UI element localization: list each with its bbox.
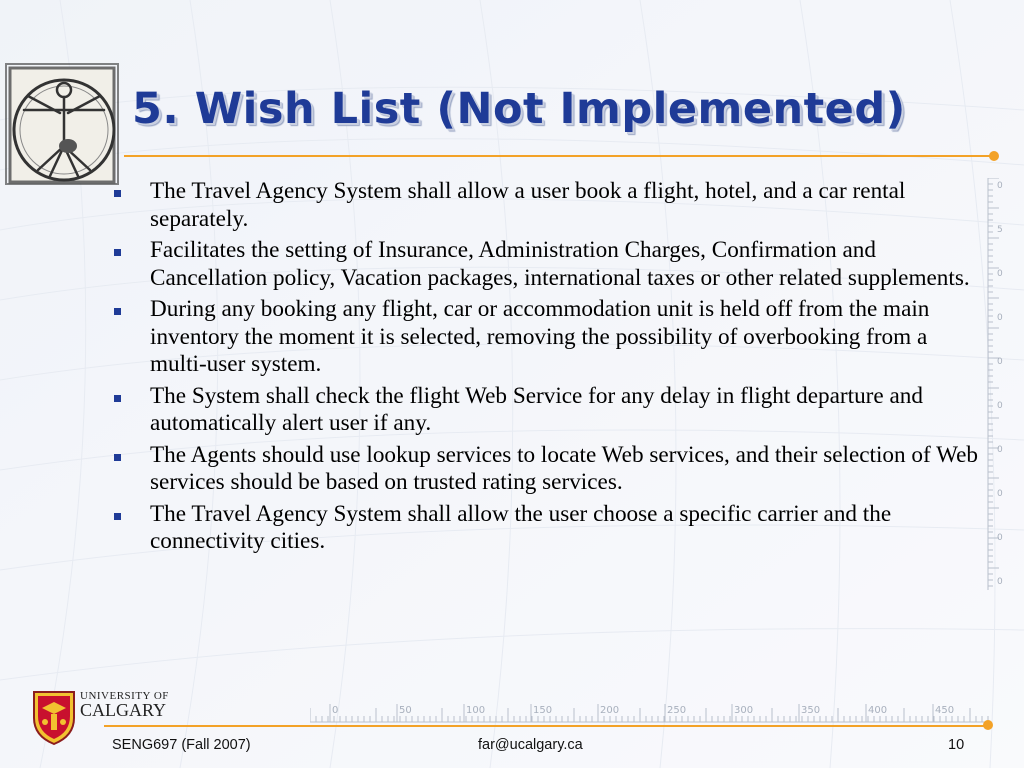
title-underline-dot xyxy=(989,151,999,161)
bullet-square-icon xyxy=(114,308,121,315)
bullet-item xyxy=(112,296,982,379)
ruler-tick-label: 150 xyxy=(533,705,553,716)
vitruvian-man-logo xyxy=(4,58,136,188)
title-underline xyxy=(124,155,991,157)
footer-rule-dot xyxy=(983,720,993,730)
ruler-tick-label: 250 xyxy=(667,705,687,716)
bullet-square-icon xyxy=(114,454,121,461)
university-name-line2: CALGARY xyxy=(80,700,167,720)
bullet-square-icon xyxy=(114,395,121,402)
horizontal-ruler-decoration xyxy=(310,700,990,726)
ruler-tick-label: 0 xyxy=(997,181,1003,191)
bullet-item xyxy=(112,383,982,438)
slide-title: 5. Wish List (Not Implemented) xyxy=(132,84,906,134)
bullet-item xyxy=(112,237,982,292)
vertical-ruler-decoration xyxy=(985,178,1007,590)
bullet-item xyxy=(112,178,982,233)
bullet-text: During any booking any flight, car or accommodation unit is held off from the main inventory the moment it is selected, removing the possibility of overbooking from a multi-user system. xyxy=(150,296,930,377)
bullet-square-icon xyxy=(114,249,121,256)
ruler-tick-label: 0 xyxy=(997,357,1003,367)
bullet-list xyxy=(112,178,982,560)
university-name-line1: UNIVERSITY OF xyxy=(80,690,169,702)
ruler-tick-label: 450 xyxy=(935,705,955,716)
ruler-tick-label: 0 xyxy=(997,489,1003,499)
ruler-tick-label: 200 xyxy=(600,705,620,716)
ruler-tick-label: 0 xyxy=(997,533,1003,543)
bullet-text: The Travel Agency System shall allow the user choose a specific carrier and the connectivity cities. xyxy=(150,500,892,554)
crest-icon xyxy=(30,688,78,746)
bullet-text: The System shall check the flight Web Service for any delay in flight departure and automatically alert user if any. xyxy=(150,382,923,436)
ruler-tick-label: 0 xyxy=(997,313,1003,323)
bullet-square-icon xyxy=(114,190,121,197)
ruler-tick-label: 100 xyxy=(466,705,486,716)
footer-page-number: 10 xyxy=(948,737,965,753)
ruler-tick-label: 400 xyxy=(868,705,888,716)
ruler-tick-label: 0 xyxy=(997,577,1003,587)
ruler-tick-label: 0 xyxy=(332,705,339,716)
ruler-tick-label: 300 xyxy=(734,705,754,716)
bullet-square-icon xyxy=(114,513,121,520)
ruler-tick-label: 350 xyxy=(801,705,821,716)
ruler-tick-label: 0 xyxy=(997,445,1003,455)
footer-rule xyxy=(104,725,984,727)
ruler-tick-label: 0 xyxy=(997,269,1003,279)
bullet-item xyxy=(112,501,982,556)
bullet-item xyxy=(112,442,982,497)
bullet-text: The Agents should use lookup services to locate Web services, and their selection of Web services should be based on trusted rating services. xyxy=(150,441,979,495)
bullet-text: Facilitates the setting of Insurance, Administration Charges, Confirmation and Cancellation policy, Vacation packages, international taxes or other related supplements. xyxy=(150,237,970,291)
ruler-tick-label: 5 xyxy=(997,225,1003,235)
bullet-text: The Travel Agency System shall allow a user book a flight, hotel, and a car rental separately. xyxy=(150,178,906,232)
ruler-tick-label: 50 xyxy=(399,705,412,716)
footer-course: SENG697 (Fall 2007) xyxy=(112,737,251,753)
footer-email: far@ucalgary.ca xyxy=(478,737,583,753)
ruler-tick-label: 0 xyxy=(997,401,1003,411)
